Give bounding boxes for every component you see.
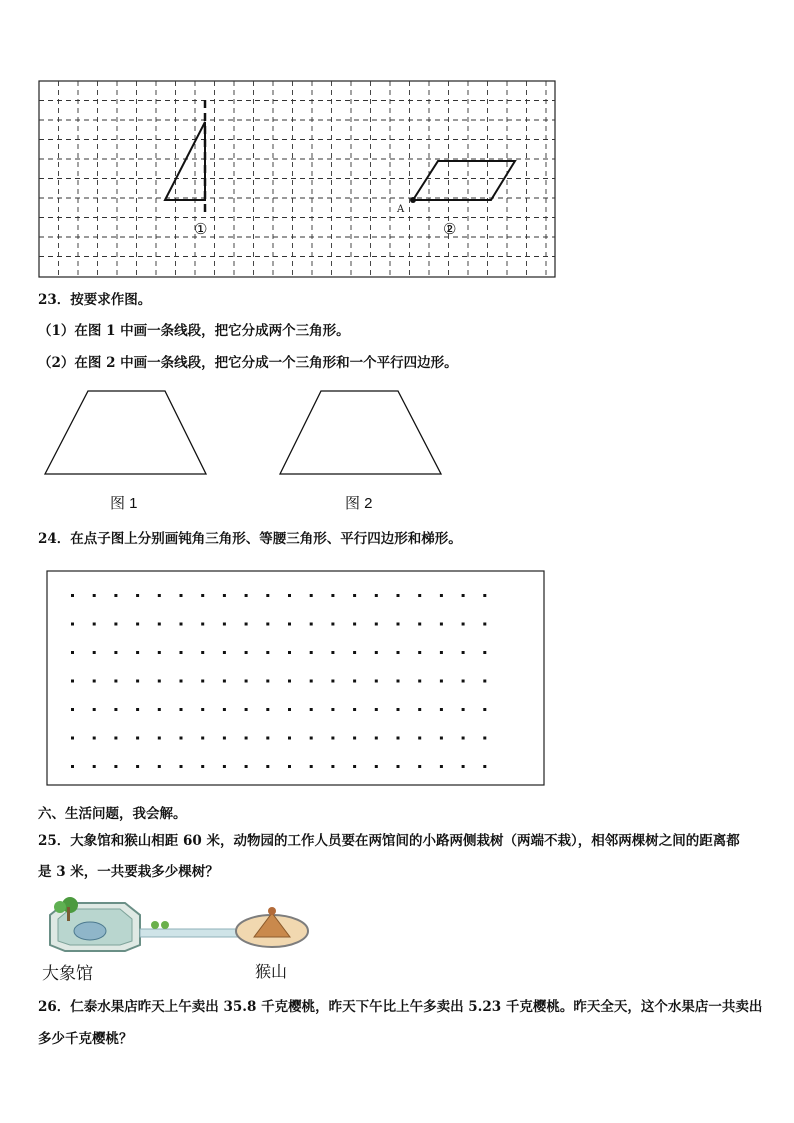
grid-dot — [201, 651, 204, 654]
grid-dot — [288, 737, 291, 740]
grid-dot — [462, 708, 465, 711]
caption-figure-2: 图 2 — [345, 495, 373, 512]
grid-dot — [71, 680, 74, 683]
grid-dot — [136, 765, 139, 768]
grid-dot — [114, 765, 117, 768]
grid-dot — [288, 680, 291, 683]
grid-dot — [483, 651, 486, 654]
grid-dot — [71, 708, 74, 711]
grid-dot — [331, 680, 334, 683]
grid-dot — [223, 623, 226, 626]
grid-dot — [483, 737, 486, 740]
grid-dot — [180, 765, 183, 768]
grid-dot — [288, 594, 291, 597]
grid-dot — [245, 651, 248, 654]
grid-dot — [201, 680, 204, 683]
grid-dot — [440, 623, 443, 626]
grid-dot — [483, 623, 486, 626]
grid-dot — [201, 708, 204, 711]
grid-dot — [266, 708, 269, 711]
grid-dot — [93, 651, 96, 654]
grid-dot — [223, 594, 226, 597]
grid-dot — [375, 623, 378, 626]
grid-dot — [440, 651, 443, 654]
label-elephant-house: 大象馆 — [42, 964, 93, 983]
grid-dot — [223, 765, 226, 768]
label-figure-one: ① — [194, 220, 208, 238]
grid-dot — [440, 680, 443, 683]
q23-sub1: （1）在图 1 中画一条线段，把它分成两个三角形。 — [38, 323, 350, 339]
trapezoid-2 — [280, 391, 441, 474]
grid-dot — [353, 623, 356, 626]
grid-dot — [288, 623, 291, 626]
grid-dot — [180, 651, 183, 654]
q25-line1: 25．大象馆和猴山相距 60 米，动物园的工作人员要在两馆间的小路两侧栽树（两端不栽），相邻两棵树之间的距离都 — [38, 833, 740, 849]
grid-dot — [310, 651, 313, 654]
grid-dot — [483, 765, 486, 768]
grid-dot — [375, 765, 378, 768]
grid-dot — [136, 623, 139, 626]
grid-dot — [462, 680, 465, 683]
label-monkey-mountain: 猴山 — [255, 964, 288, 981]
grid-dot — [331, 594, 334, 597]
trapezoid-1 — [45, 391, 206, 474]
grid-dot — [353, 651, 356, 654]
grid-dot — [397, 708, 400, 711]
grid-dot — [353, 765, 356, 768]
grid-dot — [245, 680, 248, 683]
label-figure-two: ② — [443, 220, 457, 238]
grid-dot — [331, 651, 334, 654]
grid-dot — [114, 623, 117, 626]
grid-dot — [266, 737, 269, 740]
grid-dot — [136, 594, 139, 597]
grid-dot — [266, 623, 269, 626]
grid-dot — [310, 708, 313, 711]
grid-dot — [201, 594, 204, 597]
grid-dot — [418, 680, 421, 683]
grid-dot — [136, 708, 139, 711]
grid-dot — [245, 623, 248, 626]
grid-dot — [93, 680, 96, 683]
grid-dot — [180, 708, 183, 711]
grid-dot — [353, 680, 356, 683]
grid-dot — [375, 680, 378, 683]
grid-dot — [397, 623, 400, 626]
q24-title: 24．在点子图上分别画钝角三角形、等腰三角形、平行四边形和梯形。 — [38, 531, 462, 547]
trapezoid-figures — [40, 385, 460, 485]
grid-dot — [158, 765, 161, 768]
grid-dot — [375, 651, 378, 654]
grid-dot — [375, 737, 378, 740]
grid-dot — [266, 680, 269, 683]
grid-dot — [418, 737, 421, 740]
grid-dot — [375, 708, 378, 711]
grid-dot — [93, 737, 96, 740]
label-point-a: A — [397, 204, 405, 215]
grid-dot — [462, 765, 465, 768]
grid-dot — [440, 708, 443, 711]
grid-dot — [201, 765, 204, 768]
grid-dot — [440, 765, 443, 768]
grid-dot — [331, 708, 334, 711]
grid-dot — [266, 651, 269, 654]
grid-dot — [353, 594, 356, 597]
grid-dot — [440, 737, 443, 740]
grid-dot — [114, 708, 117, 711]
grid-dot — [397, 651, 400, 654]
q26-line2: 多少千克樱桃？ — [38, 1031, 133, 1047]
q23-title: 23．按要求作图。 — [38, 292, 152, 308]
grid-dot — [223, 680, 226, 683]
grid-dot — [483, 708, 486, 711]
grid-dot — [136, 651, 139, 654]
grid-dot — [245, 594, 248, 597]
grid-dot — [397, 594, 400, 597]
grid-dot — [180, 594, 183, 597]
grid-dot — [223, 737, 226, 740]
grid-dot — [223, 708, 226, 711]
grid-dot — [310, 594, 313, 597]
grid-dot — [331, 737, 334, 740]
grid-dot — [310, 623, 313, 626]
grid-dot — [397, 765, 400, 768]
grid-dot — [462, 737, 465, 740]
grid-dot — [158, 708, 161, 711]
grid-dot — [136, 737, 139, 740]
grid-dot — [397, 737, 400, 740]
grid-dot — [114, 594, 117, 597]
grid-dot — [71, 594, 74, 597]
path — [140, 929, 245, 937]
grid-dot — [180, 680, 183, 683]
grid-dot — [310, 680, 313, 683]
parallelogram — [413, 161, 515, 200]
grid-dot — [93, 765, 96, 768]
grid-dot — [483, 680, 486, 683]
grid-dot — [310, 765, 313, 768]
grid-dot — [462, 594, 465, 597]
grid-dot — [201, 737, 204, 740]
q23-sub2: （2）在图 2 中画一条线段，把它分成一个三角形和一个平行四边形。 — [38, 355, 458, 371]
grid-dot — [288, 708, 291, 711]
grid-dot — [418, 708, 421, 711]
grid-dot — [136, 680, 139, 683]
caption-figure-1: 图 1 — [110, 495, 138, 512]
grid-dot — [93, 708, 96, 711]
grid-dot — [310, 737, 313, 740]
grid-dot — [71, 765, 74, 768]
grid-dot — [440, 594, 443, 597]
grid-dot — [71, 737, 74, 740]
grid-dot — [353, 737, 356, 740]
grid-dot — [397, 680, 400, 683]
grid-dot — [266, 765, 269, 768]
grid-figure — [38, 80, 558, 280]
grid-dot — [331, 765, 334, 768]
grid-dot — [288, 651, 291, 654]
grid-dot — [266, 594, 269, 597]
grid-dot — [158, 680, 161, 683]
grid-dot — [418, 594, 421, 597]
point-a — [410, 197, 416, 203]
grid-dot — [245, 737, 248, 740]
grid-dot — [158, 623, 161, 626]
grid-dot — [93, 623, 96, 626]
grid-dot — [201, 623, 204, 626]
section6-title: 六、生活问题，我会解。 — [38, 806, 187, 822]
grid-dot — [93, 594, 96, 597]
grid-dot — [71, 623, 74, 626]
grid-dot — [158, 594, 161, 597]
zoo-illustration — [40, 893, 320, 983]
grid-dot — [114, 680, 117, 683]
grid-dot — [462, 651, 465, 654]
q25-line2: 是 3 米，一共要栽多少棵树？ — [38, 864, 219, 880]
grid-dot — [462, 623, 465, 626]
grid-dot — [158, 651, 161, 654]
grid-dot — [114, 737, 117, 740]
elephant-icon — [74, 922, 106, 940]
grid-dot — [223, 651, 226, 654]
grid-dot — [245, 765, 248, 768]
grid-dot — [180, 737, 183, 740]
grid-dot — [375, 594, 378, 597]
grid-dot — [331, 623, 334, 626]
grid-dot — [288, 765, 291, 768]
grid-dot — [114, 651, 117, 654]
half-triangle — [165, 122, 205, 200]
grid-dot — [353, 708, 356, 711]
grid-dot — [418, 623, 421, 626]
grid-dot — [158, 737, 161, 740]
q26-line1: 26．仁泰水果店昨天上午卖出 35.8 千克樱桃，昨天下午比上午多卖出 5.23 千克樱桃。昨天全天，这个水果店一共卖出 — [38, 999, 763, 1015]
grid-dot — [245, 708, 248, 711]
grid-dot — [71, 651, 74, 654]
grid-dot — [418, 651, 421, 654]
grid-dot — [418, 765, 421, 768]
grid-dot — [180, 623, 183, 626]
grid-dot — [483, 594, 486, 597]
dot-grid[interactable] — [46, 570, 546, 788]
